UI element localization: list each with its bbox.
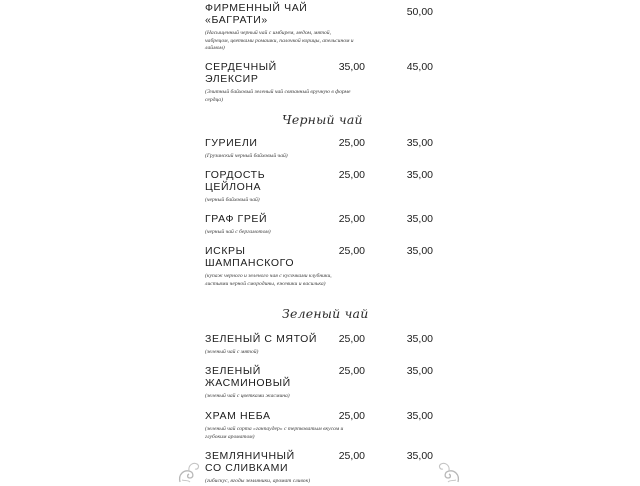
price-large: 35,00: [406, 450, 433, 462]
menu-item: [205, 410, 445, 441]
item-description: (купаж черного и зеленого чая с кусочками клубники, листьями черной смородины, ежевики и василька): [205, 273, 332, 287]
item-name: ЗЕЛЕНЫЙ ЖАСМИНОВЫЙ: [205, 365, 291, 389]
price-large: 35,00: [406, 245, 433, 257]
price-large: 35,00: [406, 213, 433, 225]
price-large: 35,00: [406, 333, 433, 345]
price-small: 25,00: [338, 410, 365, 422]
section-title-green-tea: Зеленый чай: [282, 306, 369, 321]
item-description: (черный байховый чай): [205, 197, 260, 203]
section-title-black-tea: Черный чай: [282, 112, 363, 127]
price-large: 35,00: [406, 410, 433, 422]
flourish-ornament-icon: [176, 454, 202, 484]
item-description: (зеленый чай с мятой): [205, 349, 259, 355]
item-name: ЗЕЛЕНЫЙ С МЯТОЙ: [205, 333, 318, 345]
price-large: 35,00: [406, 365, 433, 377]
price-small: 25,00: [338, 245, 365, 257]
price-small: 25,00: [338, 213, 365, 225]
item-description: (Элитный байховый зеленый чай связанный вручную в форме сердца): [205, 89, 351, 103]
price-small: 25,00: [338, 333, 365, 345]
item-description: (Насыщенный черный чай с имбирем, медом, мятой, чабрецом, цветками ромашки, палочкой корицы, апельсином и лаймом): [205, 30, 354, 52]
flourish-ornament-icon: [436, 454, 462, 484]
menu-item: [205, 213, 445, 237]
price-large: 35,00: [406, 137, 433, 149]
item-name: СЕРДЕЧНЫЙ ЭЛЕКСИР: [205, 61, 277, 85]
price-small: 25,00: [338, 169, 365, 181]
menu-item: [205, 333, 445, 357]
item-name: ХРАМ НЕБА: [205, 410, 271, 422]
item-name: ЗЕМЛЯНИЧНЫЙ СО СЛИВКАМИ: [205, 450, 295, 474]
item-description: (зеленый чай сорта «ганпаудер» с терпковатым вкусом и глубоким ароматом): [205, 426, 344, 440]
price-large: 50,00: [406, 6, 433, 18]
menu-item: [205, 450, 445, 486]
item-name: ФИРМЕННЫЙ ЧАЙ «БАГРАТИ»: [205, 2, 308, 26]
menu-item: [205, 365, 445, 401]
item-name: ГОРДОСТЬ ЦЕЙЛОНА: [205, 169, 266, 193]
item-name: ГУРИЕЛИ: [205, 137, 258, 149]
item-name: ИСКРЫ ШАМПАНСКОГО: [205, 245, 295, 269]
item-description: (Грузинский черный байховый чай): [205, 153, 288, 159]
item-name: ГРАФ ГРЕЙ: [205, 213, 268, 225]
item-description: (черный чай с бергамотом): [205, 229, 271, 235]
menu-item: [205, 61, 445, 104]
menu-item: [205, 2, 445, 53]
price-large: 45,00: [406, 61, 433, 73]
item-description: (зеленый чай с цветками жасмина): [205, 393, 290, 399]
price-small: 25,00: [338, 450, 365, 462]
menu-item: [205, 137, 445, 161]
price-small: 25,00: [338, 137, 365, 149]
menu-item: [205, 169, 445, 205]
price-small: 25,00: [338, 365, 365, 377]
item-description: (гибискус, ягоды земляники, аромат сливок): [205, 478, 311, 484]
price-large: 35,00: [406, 169, 433, 181]
menu-item: [205, 245, 445, 288]
price-small: 35,00: [338, 61, 365, 73]
